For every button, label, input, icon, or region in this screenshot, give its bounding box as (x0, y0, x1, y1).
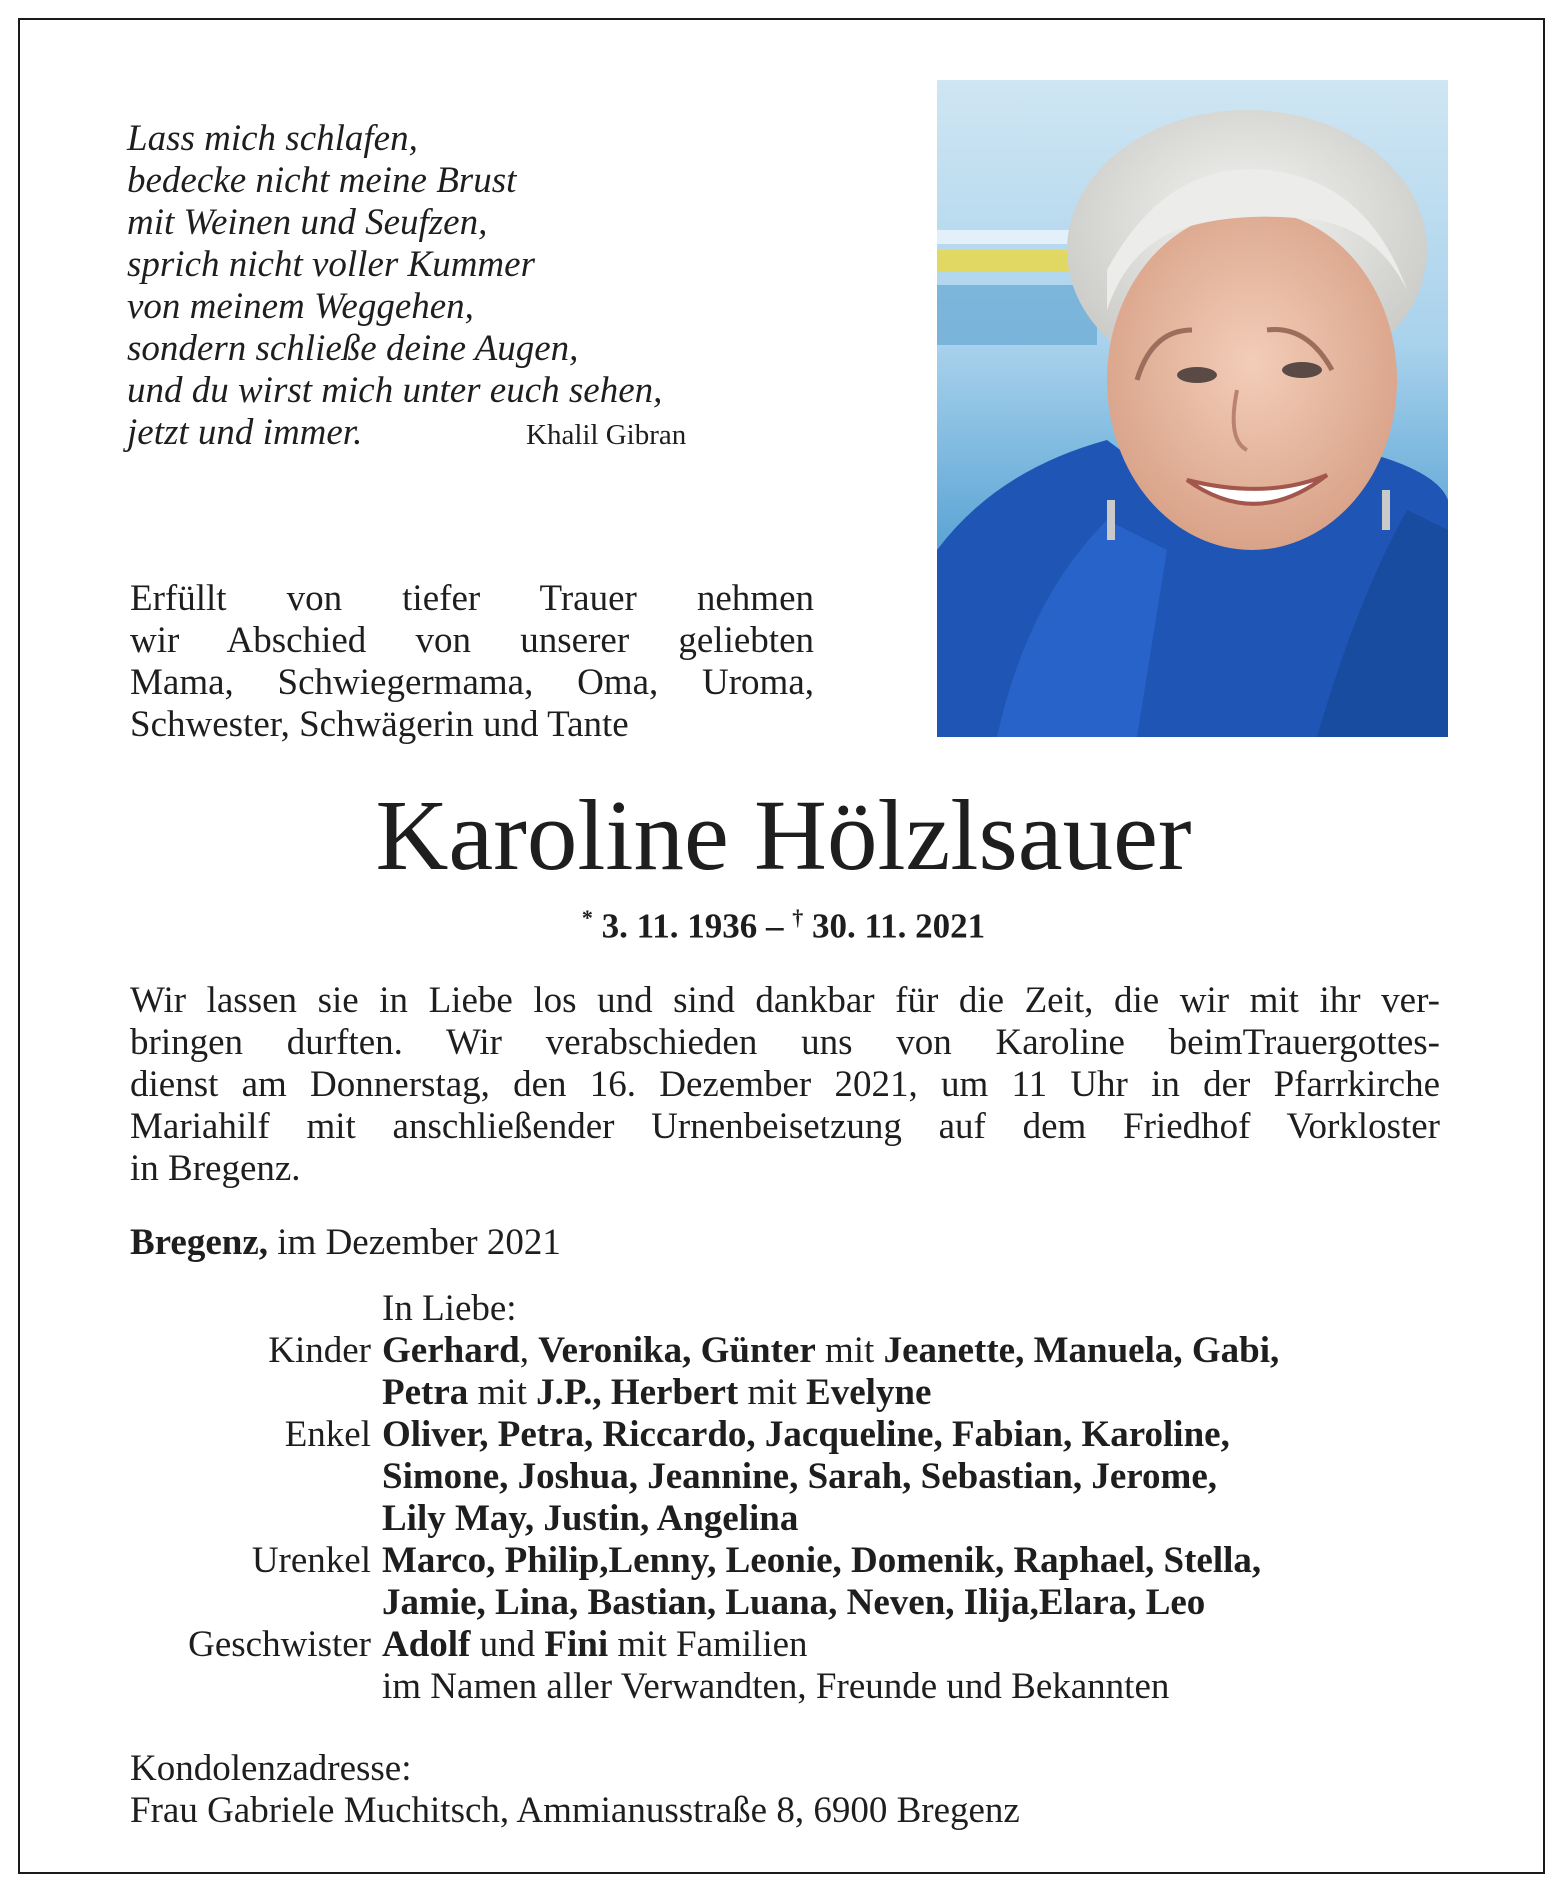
separator: und (470, 1624, 545, 1665)
kinder-name: J.P., Herbert (536, 1372, 739, 1413)
condolence-label: Kondolenzadresse: (130, 1748, 412, 1789)
enkel-name-line: Oliver, Petra, Riccardo, Jacqueline, Fabian, Karoline, (382, 1414, 1230, 1455)
kinder-row (0, 1330, 1567, 1372)
urenkel-row (0, 1540, 1567, 1582)
enkel-name-line: Simone, Joshua, Jeannine, Sarah, Sebastian, Jerome, (382, 1456, 1217, 1497)
body-line: bringen durften. Wir verabschieden uns von Karoline beimTrauergottes- (130, 1022, 1440, 1063)
urenkel-name-line: Jamie, Lina, Bastian, Luana, Neven, Ilija,Elara, Leo (382, 1582, 1206, 1623)
poem-author: Khalil Gibran (526, 419, 687, 451)
intro-line: Schwester, Schwägerin und Tante (130, 704, 629, 745)
death-symbol: † (792, 905, 804, 930)
death-date: 30. 11. 2021 (812, 906, 986, 946)
condolence-address-line: Frau Gabriele Muchitsch, Ammianusstraße 8, 6900 Bregenz (130, 1790, 1020, 1831)
urenkel-row-2 (0, 1582, 1567, 1624)
enkel-row-2 (0, 1456, 1567, 1498)
enkel-name-line: Lily May, Justin, Angelina (382, 1498, 799, 1539)
poem-line: sondern schließe deine Augen, (127, 328, 579, 369)
poem-line: mit Weinen und Seufzen, (127, 202, 488, 243)
kinder-names (382, 1372, 931, 1414)
enkel-names (382, 1414, 1230, 1456)
poem-line: von meinem Weggehen, (127, 286, 474, 327)
geschwister-label: Geschwister (188, 1624, 371, 1665)
intro-line: wir Abschied von unserer geliebten (130, 620, 814, 661)
place-date (130, 1221, 561, 1264)
geschwister-name: Fini (544, 1624, 609, 1665)
kinder-name: Veronika, Günter (538, 1330, 816, 1371)
separator: mit (468, 1372, 537, 1413)
enkel-row-3 (0, 1498, 1567, 1540)
intro-line: Mama, Schwiegermama, Oma, Uroma, (130, 662, 814, 703)
kinder-row-2 (0, 1372, 1567, 1414)
urenkel-label: Urenkel (251, 1540, 371, 1581)
deceased-name: Karoline Hölzlsauer (375, 779, 1192, 891)
urenkel-name-line: Marco, Philip,Lenny, Leonie, Domenik, Raphael, Stella, (382, 1540, 1262, 1581)
poem-last-text: jetzt und immer. (127, 412, 363, 453)
intro-line: Erfüllt von tiefer Trauer nehmen (130, 578, 814, 619)
enkel-names (382, 1456, 1217, 1498)
closing-row (0, 1666, 1567, 1708)
body-line: dienst am Donnerstag, den 16. Dezember 2021, um 11 Uhr in der Pfarrkirche (130, 1064, 1440, 1105)
family-heading: In Liebe: (382, 1288, 517, 1329)
poem-line: sprich nicht voller Kummer (127, 244, 535, 285)
kinder-names (382, 1330, 1279, 1372)
body-line: Wir lassen sie in Liebe los und sind dankbar für die Zeit, die wir mit ihr ver- (130, 980, 1440, 1021)
separator: mit (738, 1372, 807, 1413)
poem-line (127, 412, 727, 454)
body-line: in Bregenz. (130, 1148, 301, 1189)
portrait-illustration (937, 80, 1448, 737)
poem-line: Lass mich schlafen, (127, 118, 418, 159)
body-line: Mariahilf mit anschließender Urnenbeisetzung auf dem Friedhof Vorkloster (130, 1106, 1440, 1147)
poem (127, 118, 727, 454)
birth-date: 3. 11. 1936 (601, 906, 758, 946)
urenkel-names (382, 1582, 1205, 1624)
birth-symbol: * (581, 905, 593, 930)
separator: , (519, 1330, 539, 1371)
enkel-names (382, 1498, 798, 1540)
family-heading-row (0, 1288, 1567, 1330)
date-dash: – (757, 906, 793, 946)
kinder-name: Evelyne (806, 1372, 932, 1413)
enkel-label: Enkel (284, 1414, 371, 1455)
kinder-name: Gerhard (382, 1330, 520, 1371)
poem-line: bedecke nicht meine Brust (127, 160, 517, 201)
kinder-name: Petra (382, 1372, 469, 1413)
poem-line: und du wirst mich unter euch sehen, (127, 370, 663, 411)
kinder-label: Kinder (268, 1330, 371, 1371)
place-month: im Dezember 2021 (268, 1222, 561, 1263)
geschwister-names (382, 1624, 808, 1666)
kinder-name: Jeanette, Manuela, Gabi, (883, 1330, 1280, 1371)
life-dates (0, 905, 1567, 947)
separator: mit Familien (608, 1624, 808, 1665)
place-city: Bregenz, (130, 1222, 269, 1263)
condolence-address (130, 1748, 1020, 1832)
geschwister-name: Adolf (382, 1624, 471, 1665)
announcement-text (130, 980, 1440, 1190)
enkel-row (0, 1414, 1567, 1456)
separator: mit (815, 1330, 884, 1371)
geschwister-row (0, 1624, 1567, 1666)
urenkel-names (382, 1540, 1261, 1582)
intro-text (130, 578, 814, 746)
family-list (0, 1288, 1567, 1708)
portrait-photo (937, 80, 1448, 737)
closing-text: im Namen aller Verwandten, Freunde und Bekannten (382, 1666, 1170, 1707)
